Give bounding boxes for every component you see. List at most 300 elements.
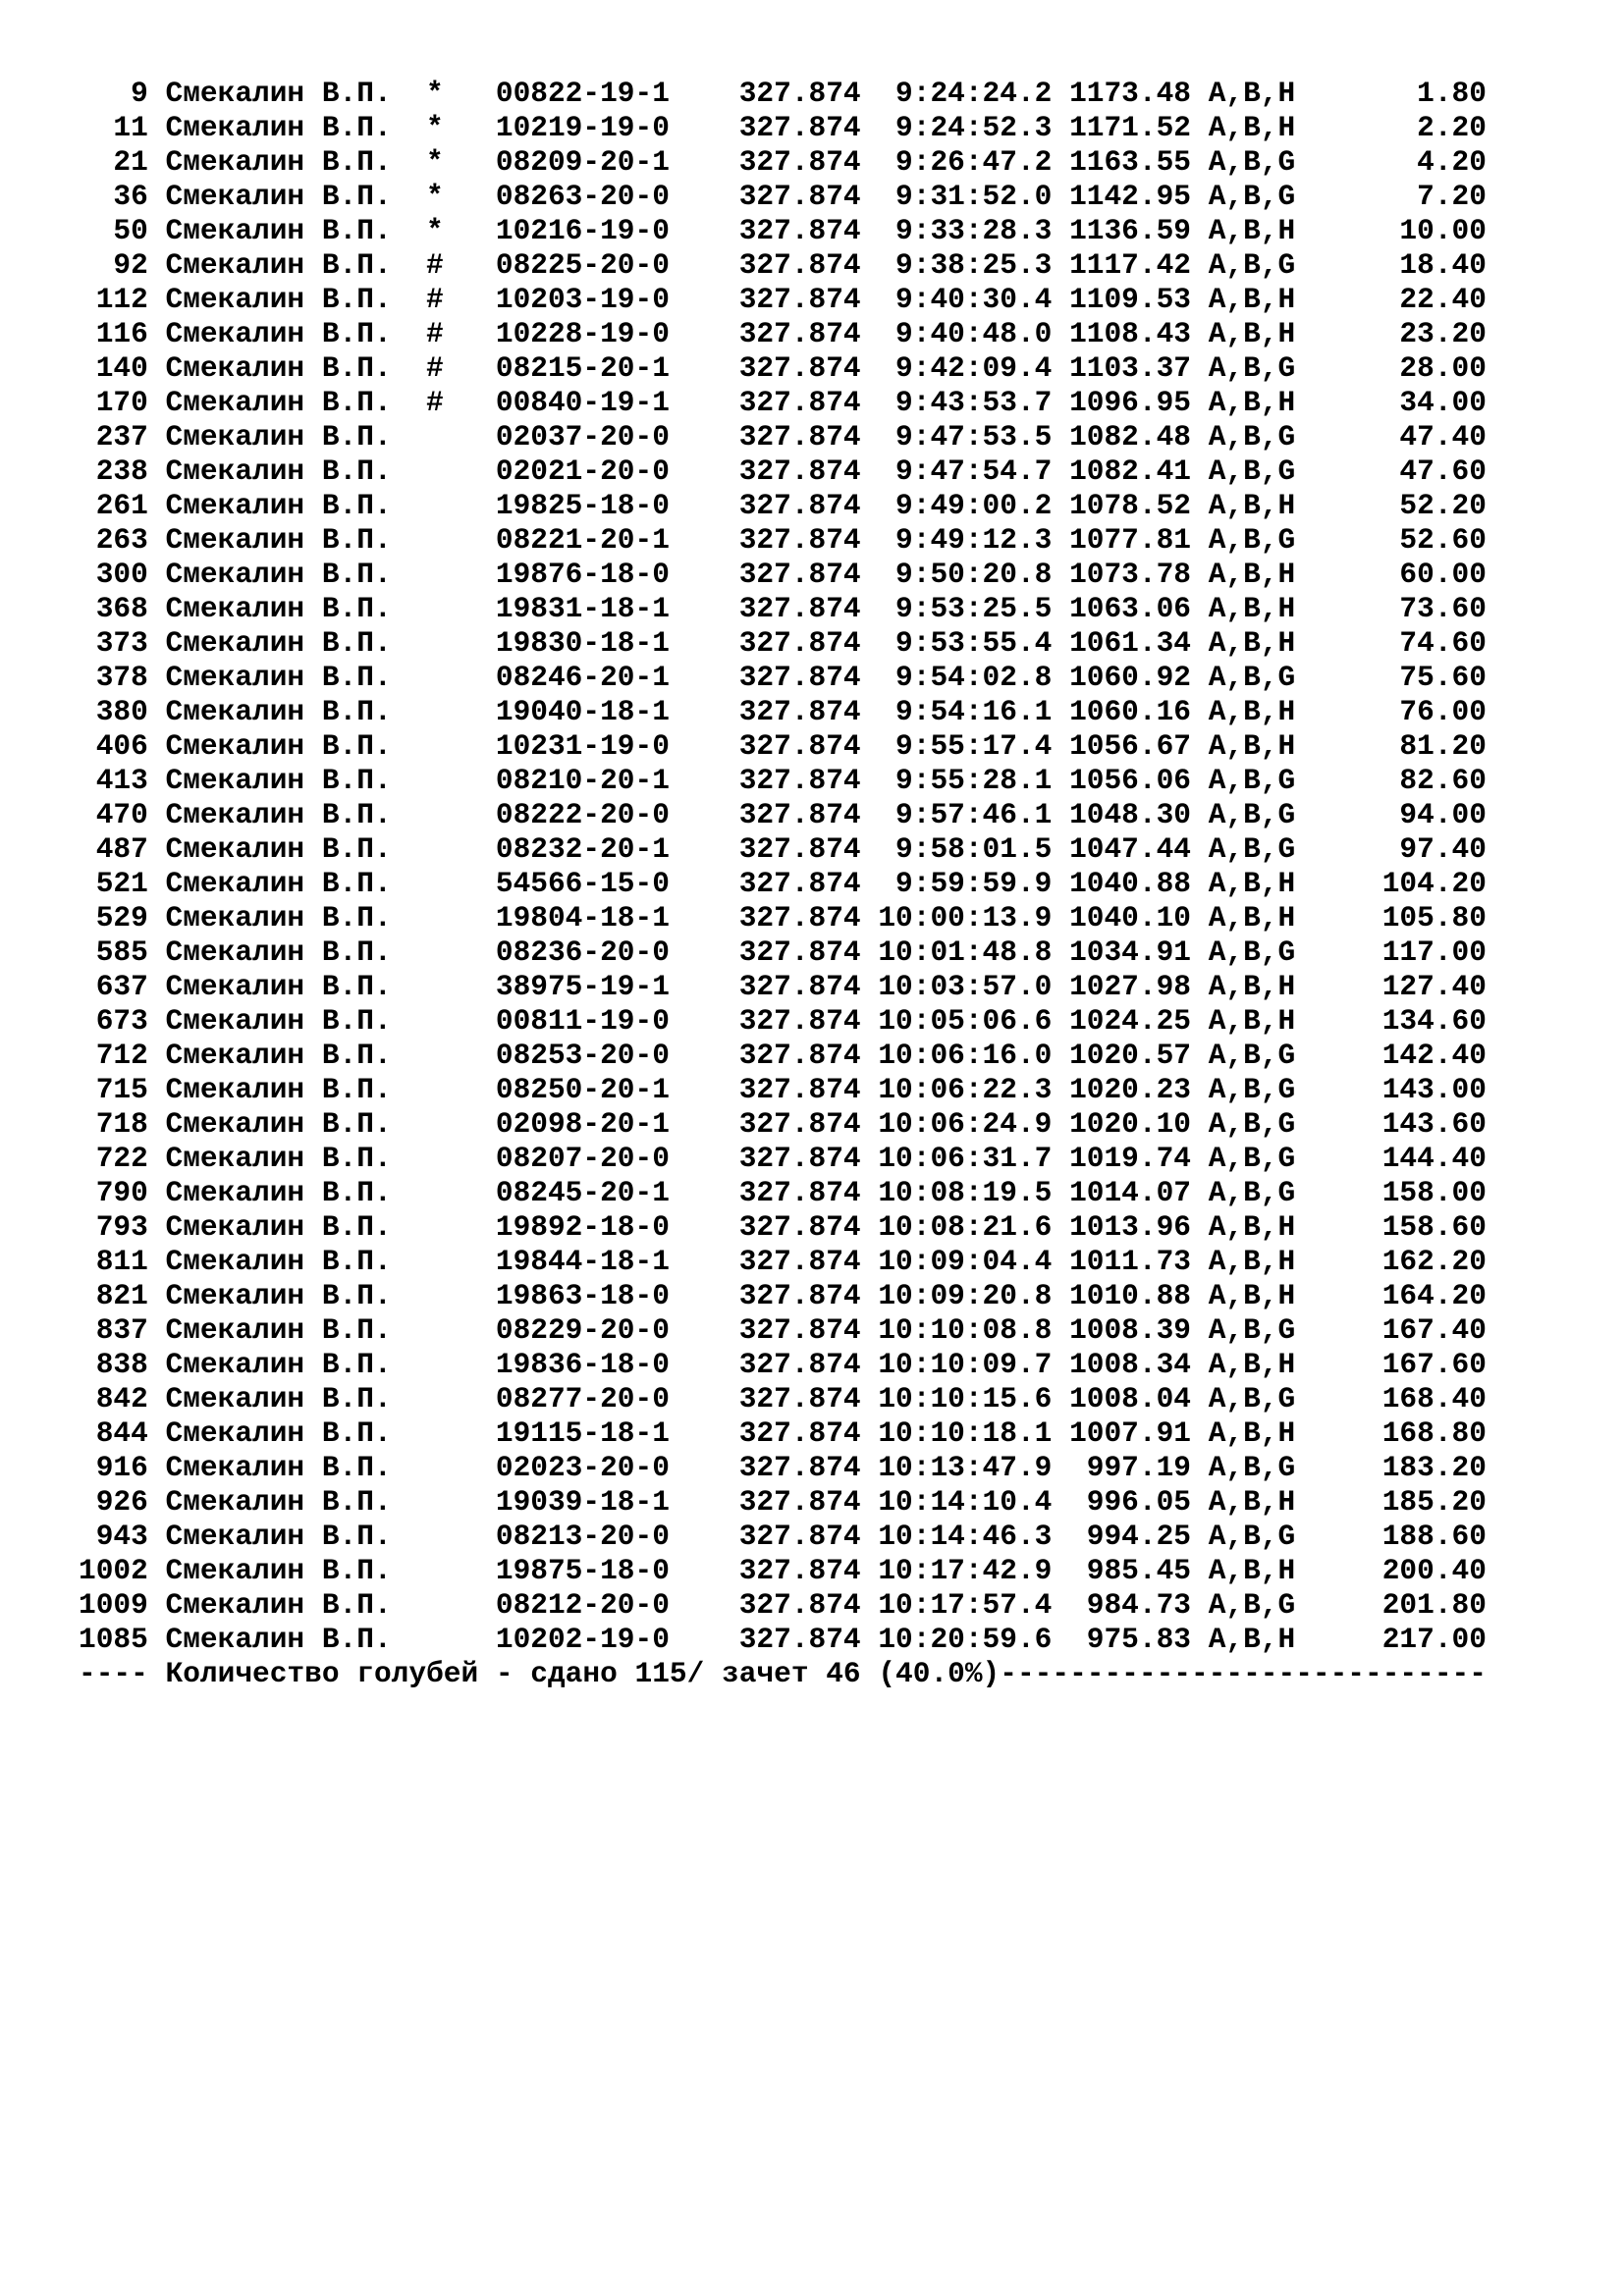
cell-distance: 327.874: [686, 558, 879, 591]
cell-cat: A,B,H: [1208, 867, 1296, 900]
cell-points: 167.60: [1295, 1348, 1487, 1381]
cell-distance: 327.874: [686, 420, 879, 454]
cell-place: 380: [79, 695, 166, 728]
cell-speed: 1020.23: [1069, 1073, 1209, 1106]
cell-place: 378: [79, 661, 166, 694]
cell-distance: 327.874: [686, 1039, 879, 1072]
cell-ring: 10219-19-0: [495, 111, 687, 144]
cell-time: 9:40:30.4: [878, 283, 1070, 316]
cell-name: Смекалин В.П.: [165, 764, 409, 797]
cell-mark: #: [408, 248, 496, 282]
cell-place: 140: [79, 351, 166, 385]
cell-cat: A,B,G: [1208, 1382, 1296, 1415]
cell-distance: 327.874: [686, 1142, 879, 1175]
table-row: [79, 1451, 1487, 1485]
cell-mark: [408, 558, 496, 591]
cell-place: 844: [79, 1416, 166, 1450]
table-row: [79, 695, 1487, 729]
cell-cat: A,B,G: [1208, 351, 1296, 385]
cell-distance: 327.874: [686, 248, 879, 282]
cell-cat: A,B,H: [1208, 1279, 1296, 1312]
table-row: [79, 351, 1487, 386]
table-row: [79, 1245, 1487, 1279]
table-row: [79, 832, 1487, 867]
cell-time: 9:26:47.2: [878, 145, 1070, 179]
cell-place: 793: [79, 1210, 166, 1244]
cell-cat: A,B,H: [1208, 1348, 1296, 1381]
cell-time: 9:47:53.5: [878, 420, 1070, 454]
cell-mark: [408, 420, 496, 454]
cell-distance: 327.874: [686, 626, 879, 660]
cell-cat: A,B,H: [1208, 1554, 1296, 1587]
cell-time: 10:08:19.5: [878, 1176, 1070, 1209]
cell-points: 73.60: [1295, 592, 1487, 625]
cell-ring: 19040-18-1: [495, 695, 687, 728]
cell-time: 10:08:21.6: [878, 1210, 1070, 1244]
cell-mark: [408, 592, 496, 625]
cell-cat: A,B,H: [1208, 1210, 1296, 1244]
cell-speed: 1056.06: [1069, 764, 1209, 797]
cell-time: 9:55:28.1: [878, 764, 1070, 797]
cell-time: 10:06:16.0: [878, 1039, 1070, 1072]
cell-distance: 327.874: [686, 1485, 879, 1519]
cell-name: Смекалин В.П.: [165, 626, 409, 660]
cell-name: Смекалин В.П.: [165, 1313, 409, 1347]
cell-mark: [408, 1451, 496, 1484]
table-row: [79, 764, 1487, 798]
cell-place: 529: [79, 901, 166, 934]
cell-name: Смекалин В.П.: [165, 729, 409, 763]
cell-cat: A,B,H: [1208, 386, 1296, 419]
cell-mark: [408, 1142, 496, 1175]
cell-name: Смекалин В.П.: [165, 1073, 409, 1106]
cell-mark: [408, 970, 496, 1003]
table-row: [79, 901, 1487, 935]
cell-distance: 327.874: [686, 1416, 879, 1450]
cell-name: Смекалин В.П.: [165, 386, 409, 419]
cell-distance: 327.874: [686, 145, 879, 179]
cell-name: Смекалин В.П.: [165, 1176, 409, 1209]
cell-mark: [408, 489, 496, 522]
cell-ring: 38975-19-1: [495, 970, 687, 1003]
cell-distance: 327.874: [686, 592, 879, 625]
cell-time: 10:00:13.9: [878, 901, 1070, 934]
cell-mark: [408, 1348, 496, 1381]
cell-distance: 327.874: [686, 77, 879, 110]
cell-cat: A,B,G: [1208, 454, 1296, 488]
cell-place: 112: [79, 283, 166, 316]
cell-name: Смекалин В.П.: [165, 1485, 409, 1519]
cell-ring: 02023-20-0: [495, 1451, 687, 1484]
cell-name: Смекалин В.П.: [165, 1588, 409, 1622]
cell-cat: A,B,G: [1208, 798, 1296, 831]
cell-ring: 08246-20-1: [495, 661, 687, 694]
cell-time: 10:06:24.9: [878, 1107, 1070, 1141]
cell-cat: A,B,G: [1208, 145, 1296, 179]
cell-ring: 19892-18-0: [495, 1210, 687, 1244]
cell-mark: [408, 1245, 496, 1278]
cell-mark: [408, 729, 496, 763]
cell-time: 9:47:54.7: [878, 454, 1070, 488]
table-row: [79, 970, 1487, 1004]
cell-ring: 08253-20-0: [495, 1039, 687, 1072]
table-row: [79, 1588, 1487, 1623]
cell-mark: [408, 1554, 496, 1587]
table-row: [79, 1279, 1487, 1313]
table-row: [79, 1107, 1487, 1142]
cell-points: 168.40: [1295, 1382, 1487, 1415]
cell-speed: 1060.92: [1069, 661, 1209, 694]
table-row: [79, 523, 1487, 558]
cell-ring: 08263-20-0: [495, 180, 687, 213]
cell-speed: 1040.10: [1069, 901, 1209, 934]
cell-time: 10:13:47.9: [878, 1451, 1070, 1484]
cell-ring: 19830-18-1: [495, 626, 687, 660]
cell-mark: [408, 1107, 496, 1141]
cell-time: 10:20:59.6: [878, 1623, 1070, 1656]
cell-mark: [408, 1313, 496, 1347]
cell-distance: 327.874: [686, 214, 879, 247]
cell-mark: [408, 1004, 496, 1038]
cell-time: 10:17:57.4: [878, 1588, 1070, 1622]
cell-points: 81.20: [1295, 729, 1487, 763]
cell-name: Смекалин В.П.: [165, 489, 409, 522]
cell-place: 715: [79, 1073, 166, 1106]
table-row: [79, 661, 1487, 695]
cell-time: 9:57:46.1: [878, 798, 1070, 831]
table-row: [79, 145, 1487, 180]
cell-points: 164.20: [1295, 1279, 1487, 1312]
cell-speed: 1173.48: [1069, 77, 1209, 110]
cell-name: Смекалин В.П.: [165, 558, 409, 591]
table-row: [79, 729, 1487, 764]
cell-speed: 1008.39: [1069, 1313, 1209, 1347]
cell-time: 9:24:24.2: [878, 77, 1070, 110]
cell-ring: 19115-18-1: [495, 1416, 687, 1450]
table-row: [79, 248, 1487, 283]
table-row: [79, 1382, 1487, 1416]
table-row: [79, 180, 1487, 214]
cell-distance: 327.874: [686, 661, 879, 694]
cell-name: Смекалин В.П.: [165, 1142, 409, 1175]
cell-mark: [408, 1279, 496, 1312]
cell-points: 18.40: [1295, 248, 1487, 282]
cell-mark: [408, 935, 496, 969]
results-rows: [79, 77, 1487, 1657]
table-row: [79, 1520, 1487, 1554]
cell-speed: 1109.53: [1069, 283, 1209, 316]
cell-points: 97.40: [1295, 832, 1487, 866]
cell-time: 9:40:48.0: [878, 317, 1070, 350]
cell-speed: 1040.88: [1069, 867, 1209, 900]
cell-distance: 327.874: [686, 283, 879, 316]
cell-distance: 327.874: [686, 489, 879, 522]
cell-points: 4.20: [1295, 145, 1487, 179]
table-row: [79, 283, 1487, 317]
cell-speed: 1117.42: [1069, 248, 1209, 282]
cell-speed: 1103.37: [1069, 351, 1209, 385]
cell-ring: 08236-20-0: [495, 935, 687, 969]
cell-points: 47.60: [1295, 454, 1487, 488]
cell-speed: 1011.73: [1069, 1245, 1209, 1278]
cell-time: 10:06:22.3: [878, 1073, 1070, 1106]
cell-name: Смекалин В.П.: [165, 798, 409, 831]
cell-speed: 1108.43: [1069, 317, 1209, 350]
cell-name: Смекалин В.П.: [165, 420, 409, 454]
cell-cat: A,B,H: [1208, 1004, 1296, 1038]
cell-mark: #: [408, 317, 496, 350]
cell-cat: A,B,G: [1208, 1520, 1296, 1553]
cell-mark: [408, 1416, 496, 1450]
cell-time: 9:43:53.7: [878, 386, 1070, 419]
cell-place: 821: [79, 1279, 166, 1312]
cell-time: 10:09:20.8: [878, 1279, 1070, 1312]
cell-name: Смекалин В.П.: [165, 901, 409, 934]
cell-ring: 08213-20-0: [495, 1520, 687, 1553]
cell-cat: A,B,G: [1208, 248, 1296, 282]
cell-cat: A,B,H: [1208, 111, 1296, 144]
cell-place: 406: [79, 729, 166, 763]
cell-ring: 10231-19-0: [495, 729, 687, 763]
cell-distance: 327.874: [686, 1451, 879, 1484]
cell-points: 158.00: [1295, 1176, 1487, 1209]
cell-ring: 08207-20-0: [495, 1142, 687, 1175]
cell-name: Смекалин В.П.: [165, 145, 409, 179]
cell-ring: 19876-18-0: [495, 558, 687, 591]
cell-distance: 327.874: [686, 1520, 879, 1553]
cell-mark: [408, 523, 496, 557]
cell-time: 9:54:02.8: [878, 661, 1070, 694]
cell-ring: 19825-18-0: [495, 489, 687, 522]
table-row: [79, 489, 1487, 523]
cell-cat: A,B,G: [1208, 1451, 1296, 1484]
cell-cat: A,B,G: [1208, 1313, 1296, 1347]
cell-place: 36: [79, 180, 166, 213]
cell-name: Смекалин В.П.: [165, 1004, 409, 1038]
cell-cat: A,B,H: [1208, 558, 1296, 591]
cell-mark: [408, 764, 496, 797]
cell-points: 217.00: [1295, 1623, 1487, 1656]
cell-name: Смекалин В.П.: [165, 1210, 409, 1244]
cell-points: 134.60: [1295, 1004, 1487, 1038]
cell-mark: *: [408, 145, 496, 179]
cell-place: 487: [79, 832, 166, 866]
cell-points: 127.40: [1295, 970, 1487, 1003]
table-row: [79, 1142, 1487, 1176]
cell-ring: 19804-18-1: [495, 901, 687, 934]
cell-points: 117.00: [1295, 935, 1487, 969]
table-row: [79, 111, 1487, 145]
cell-points: 105.80: [1295, 901, 1487, 934]
cell-speed: 1019.74: [1069, 1142, 1209, 1175]
cell-name: Смекалин В.П.: [165, 283, 409, 316]
cell-place: 838: [79, 1348, 166, 1381]
cell-time: 9:31:52.0: [878, 180, 1070, 213]
cell-cat: A,B,H: [1208, 901, 1296, 934]
cell-time: 10:10:15.6: [878, 1382, 1070, 1415]
cell-place: 263: [79, 523, 166, 557]
cell-ring: 08210-20-1: [495, 764, 687, 797]
cell-ring: 19875-18-0: [495, 1554, 687, 1587]
cell-cat: A,B,H: [1208, 695, 1296, 728]
table-row: [79, 77, 1487, 111]
table-row: [79, 935, 1487, 970]
cell-points: 23.20: [1295, 317, 1487, 350]
cell-cat: A,B,G: [1208, 1107, 1296, 1141]
cell-time: 9:58:01.5: [878, 832, 1070, 866]
cell-time: 10:14:10.4: [878, 1485, 1070, 1519]
cell-cat: A,B,H: [1208, 626, 1296, 660]
cell-place: 300: [79, 558, 166, 591]
cell-distance: 327.874: [686, 1623, 879, 1656]
cell-distance: 327.874: [686, 1313, 879, 1347]
cell-distance: 327.874: [686, 832, 879, 866]
cell-ring: 08222-20-0: [495, 798, 687, 831]
cell-points: 2.20: [1295, 111, 1487, 144]
cell-place: 673: [79, 1004, 166, 1038]
cell-name: Смекалин В.П.: [165, 935, 409, 969]
cell-mark: [408, 1520, 496, 1553]
cell-ring: 02021-20-0: [495, 454, 687, 488]
cell-mark: *: [408, 77, 496, 110]
cell-place: 943: [79, 1520, 166, 1553]
cell-time: 9:54:16.1: [878, 695, 1070, 728]
cell-ring: 10216-19-0: [495, 214, 687, 247]
cell-place: 238: [79, 454, 166, 488]
cell-cat: A,B,G: [1208, 1588, 1296, 1622]
cell-speed: 1077.81: [1069, 523, 1209, 557]
cell-distance: 327.874: [686, 523, 879, 557]
cell-ring: 19863-18-0: [495, 1279, 687, 1312]
cell-time: 9:49:12.3: [878, 523, 1070, 557]
cell-cat: A,B,H: [1208, 1485, 1296, 1519]
cell-ring: 08221-20-1: [495, 523, 687, 557]
cell-points: 28.00: [1295, 351, 1487, 385]
cell-time: 9:50:20.8: [878, 558, 1070, 591]
cell-place: 261: [79, 489, 166, 522]
cell-points: 167.40: [1295, 1313, 1487, 1347]
cell-mark: [408, 1382, 496, 1415]
cell-speed: 1136.59: [1069, 214, 1209, 247]
cell-place: 92: [79, 248, 166, 282]
cell-speed: 1020.57: [1069, 1039, 1209, 1072]
cell-place: 842: [79, 1382, 166, 1415]
cell-points: 22.40: [1295, 283, 1487, 316]
table-row: [79, 1210, 1487, 1245]
cell-cat: A,B,G: [1208, 420, 1296, 454]
cell-points: 185.20: [1295, 1485, 1487, 1519]
cell-name: Смекалин В.П.: [165, 248, 409, 282]
cell-distance: 327.874: [686, 1348, 879, 1381]
cell-speed: 997.19: [1069, 1451, 1209, 1484]
cell-points: 52.60: [1295, 523, 1487, 557]
cell-cat: A,B,H: [1208, 77, 1296, 110]
cell-name: Смекалин В.П.: [165, 1623, 409, 1656]
cell-name: Смекалин В.П.: [165, 1416, 409, 1450]
cell-time: 10:10:08.8: [878, 1313, 1070, 1347]
cell-cat: A,B,G: [1208, 661, 1296, 694]
cell-name: Смекалин В.П.: [165, 111, 409, 144]
cell-distance: 327.874: [686, 1176, 879, 1209]
cell-points: 158.60: [1295, 1210, 1487, 1244]
cell-place: 413: [79, 764, 166, 797]
cell-name: Смекалин В.П.: [165, 1520, 409, 1553]
cell-time: 10:09:04.4: [878, 1245, 1070, 1278]
cell-cat: A,B,H: [1208, 970, 1296, 1003]
cell-ring: 08225-20-0: [495, 248, 687, 282]
table-row: [79, 1623, 1487, 1657]
cell-ring: 00822-19-1: [495, 77, 687, 110]
cell-points: 142.40: [1295, 1039, 1487, 1072]
cell-ring: 08245-20-1: [495, 1176, 687, 1209]
cell-speed: 1008.34: [1069, 1348, 1209, 1381]
cell-ring: 08232-20-1: [495, 832, 687, 866]
cell-place: 470: [79, 798, 166, 831]
cell-time: 9:53:25.5: [878, 592, 1070, 625]
cell-place: 373: [79, 626, 166, 660]
cell-distance: 327.874: [686, 351, 879, 385]
table-row: [79, 1004, 1487, 1039]
cell-name: Смекалин В.П.: [165, 1039, 409, 1072]
cell-points: 162.20: [1295, 1245, 1487, 1278]
cell-mark: #: [408, 386, 496, 419]
cell-place: 50: [79, 214, 166, 247]
cell-time: 9:59:59.9: [878, 867, 1070, 900]
cell-place: 837: [79, 1313, 166, 1347]
cell-speed: 1008.04: [1069, 1382, 1209, 1415]
table-row: [79, 558, 1487, 592]
cell-cat: A,B,H: [1208, 1623, 1296, 1656]
cell-distance: 327.874: [686, 764, 879, 797]
cell-mark: *: [408, 180, 496, 213]
cell-distance: 327.874: [686, 729, 879, 763]
cell-speed: 1047.44: [1069, 832, 1209, 866]
cell-distance: 327.874: [686, 1382, 879, 1415]
cell-speed: 984.73: [1069, 1588, 1209, 1622]
cell-place: 926: [79, 1485, 166, 1519]
cell-name: Смекалин В.П.: [165, 1554, 409, 1587]
cell-ring: 08215-20-1: [495, 351, 687, 385]
cell-points: 60.00: [1295, 558, 1487, 591]
cell-name: Смекалин В.П.: [165, 77, 409, 110]
cell-mark: [408, 1485, 496, 1519]
cell-speed: 1073.78: [1069, 558, 1209, 591]
cell-name: Смекалин В.П.: [165, 832, 409, 866]
cell-mark: [408, 1623, 496, 1656]
cell-speed: 1027.98: [1069, 970, 1209, 1003]
cell-place: 21: [79, 145, 166, 179]
table-row: [79, 386, 1487, 420]
cell-distance: 327.874: [686, 180, 879, 213]
cell-distance: 327.874: [686, 901, 879, 934]
cell-cat: A,B,G: [1208, 1142, 1296, 1175]
cell-distance: 327.874: [686, 1107, 879, 1141]
cell-speed: 994.25: [1069, 1520, 1209, 1553]
cell-time: 9:55:17.4: [878, 729, 1070, 763]
cell-time: 9:42:09.4: [878, 351, 1070, 385]
cell-name: Смекалин В.П.: [165, 1451, 409, 1484]
cell-points: 10.00: [1295, 214, 1487, 247]
cell-speed: 1024.25: [1069, 1004, 1209, 1038]
cell-ring: 19836-18-0: [495, 1348, 687, 1381]
cell-place: 116: [79, 317, 166, 350]
cell-mark: [408, 626, 496, 660]
cell-place: 718: [79, 1107, 166, 1141]
cell-name: Смекалин В.П.: [165, 695, 409, 728]
cell-speed: 1171.52: [1069, 111, 1209, 144]
cell-ring: 00840-19-1: [495, 386, 687, 419]
cell-mark: [408, 798, 496, 831]
